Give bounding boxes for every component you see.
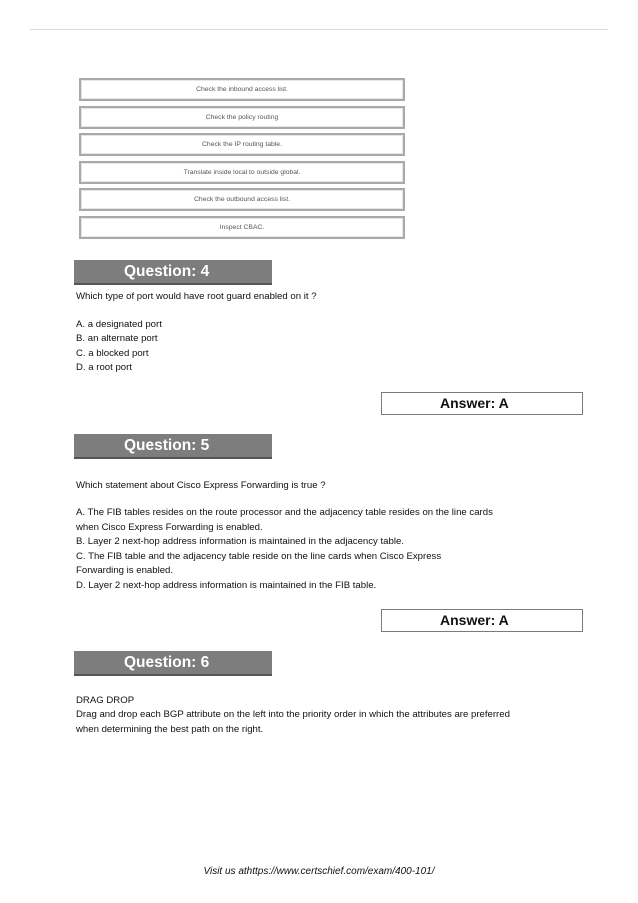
question-5-line-3: B. Layer 2 next-hop address information is maintained in the adjacency table. xyxy=(76,536,404,547)
question-6-line-2: Drag and drop each BGP attribute on the left into the priority order in which the attributes are preferred xyxy=(76,709,510,720)
question-4-header xyxy=(74,260,272,285)
footer-link-text: Visit us athttps://www.certschief.com/exam/400-101/ xyxy=(203,866,435,877)
question-6-line-3: when determining the best path on the right. xyxy=(76,724,264,735)
question-4-answer: Answer: A xyxy=(440,395,509,411)
question-4-text: Which type of port would have root guard enabled on it ? xyxy=(76,291,317,302)
question-5-line-4: C. The FIB table and the adjacency table reside on the line cards when Cisco Express xyxy=(76,551,442,562)
question-5-title: Question: 5 xyxy=(124,437,210,454)
question-4-option-a: A. a designated port xyxy=(76,319,162,330)
question-4-answer-box xyxy=(381,392,583,415)
exhibit-step-4: Translate inside local to outside global. xyxy=(79,161,405,184)
question-5-answer: Answer: A xyxy=(440,612,509,628)
question-5-line-6: D. Layer 2 next-hop address information is maintained in the FIB table. xyxy=(76,580,377,591)
question-5-text: Which statement about Cisco Express Forwarding is true ? xyxy=(76,480,326,491)
top-divider xyxy=(30,29,608,30)
question-4-option-d: D. a root port xyxy=(76,362,132,373)
question-4-option-c: C. a blocked port xyxy=(76,348,149,359)
exhibit-step-5: Check the outbound access list. xyxy=(79,188,405,211)
question-6-title: Question: 6 xyxy=(124,654,210,671)
question-4-title: Question: 4 xyxy=(124,263,210,280)
question-6-header xyxy=(74,651,272,676)
question-5-line-2: when Cisco Express Forwarding is enabled. xyxy=(76,522,263,533)
question-4-option-b: B. an alternate port xyxy=(76,333,158,344)
question-5-answer-box xyxy=(381,609,583,632)
exhibit-step-1: Check the inbound access list. xyxy=(79,78,405,101)
question-5-line-5: Forwarding is enabled. xyxy=(76,565,174,576)
question-6-line-1: DRAG DROP xyxy=(76,695,135,706)
exhibit-step-2: Check the policy routing xyxy=(79,106,405,129)
exhibit-step-3: Check the IP routing table. xyxy=(79,133,405,156)
question-5-line-1: A. The FIB tables resides on the route processor and the adjacency table resides on the line cards xyxy=(76,507,493,518)
question-5-header xyxy=(74,434,272,459)
exhibit-step-6: Inspect CBAC. xyxy=(79,216,405,239)
